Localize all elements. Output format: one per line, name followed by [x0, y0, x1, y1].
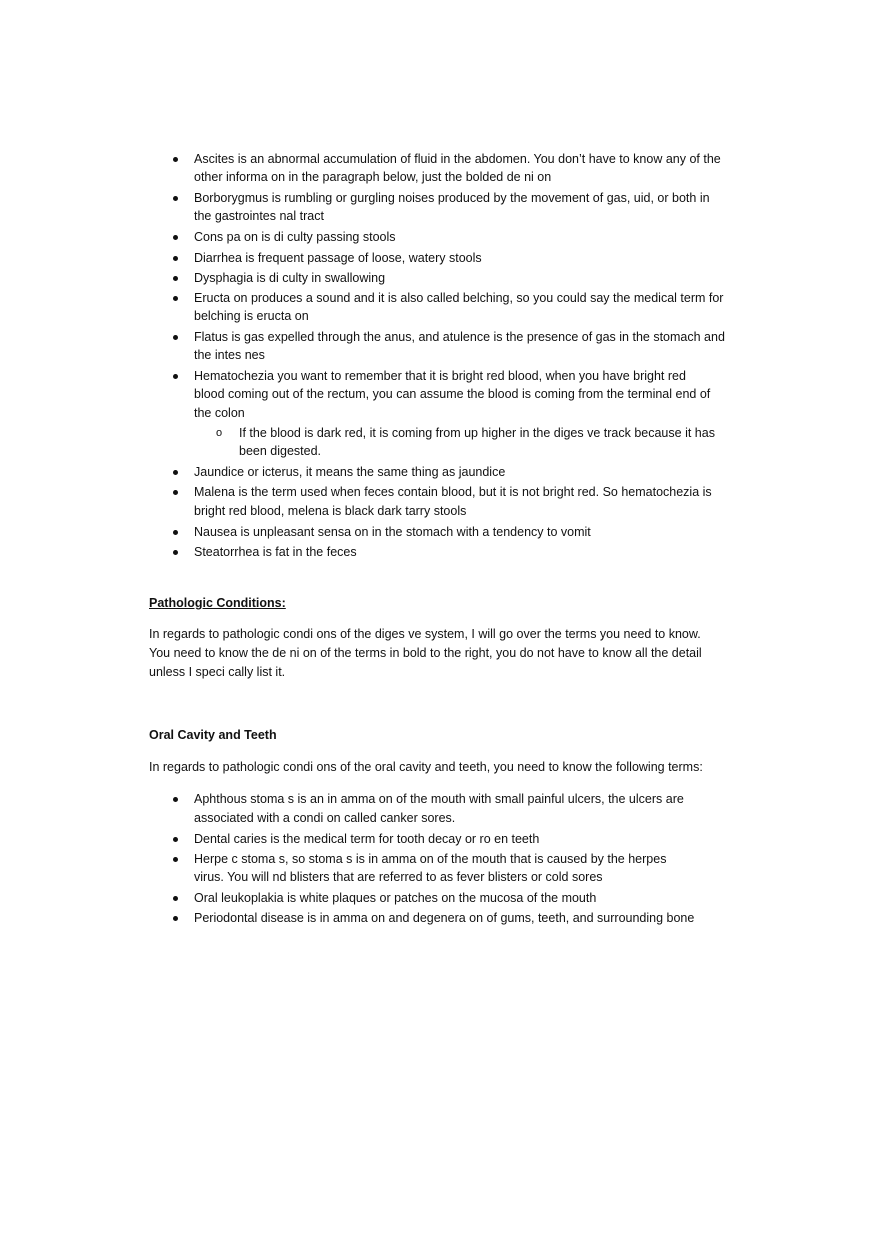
list-item-line: Hematochezia you want to remember that it is bright red blood, when you have bright red [194, 369, 686, 383]
list-item-line: the colon [194, 406, 245, 420]
list-item-line: Ascites is an abnormal accumulation of fluid in the abdomen. You don’t have to know any of the [194, 152, 721, 166]
list-item-line: the intes nes [194, 348, 265, 362]
list-item-line: Borborygmus is rumbling or gurgling noises produced by the movement of gas, uid, or both in [194, 191, 710, 205]
list-item-line: Dental caries is the medical term for tooth decay or ro en teeth [194, 832, 540, 846]
bullet-dot-icon [173, 296, 178, 301]
bullet-dot-icon [173, 857, 178, 862]
list-item-line: Aphthous stoma s is an in amma on of the mouth with small painful ulcers, the ulcers are [194, 792, 684, 806]
sub-list-item-line: been digested. [239, 444, 322, 458]
bullet-dot-icon [173, 335, 178, 340]
list-item-line: virus. You will nd blisters that are referred to as fever blisters or cold sores [194, 870, 603, 884]
list-item-line: the gastrointes nal tract [194, 209, 324, 223]
list-item-line: Malena is the term used when feces contain blood, but it is not bright red. So hematochezia is [194, 485, 712, 499]
bullet-dot-icon [173, 470, 178, 475]
list-item-line: Cons pa on is di culty passing stools [194, 230, 396, 244]
list-item-line: Herpe c stoma s, so stoma s is in amma on of the mouth that is caused by the herpes [194, 852, 667, 866]
list-item-line: Steatorrhea is fat in the feces [194, 545, 357, 559]
bullet-dot-icon [173, 235, 178, 240]
section-heading-pathologic: Pathologic Conditions: [149, 596, 286, 610]
list-item-line: Diarrhea is frequent passage of loose, watery stools [194, 251, 482, 265]
paragraph-line: unless I speci cally list it. [149, 665, 286, 679]
bullet-dot-icon [173, 276, 178, 281]
list-item-line: belching is eructa on [194, 309, 309, 323]
list-item-line: other informa on in the paragraph below, just the bolded de ni on [194, 170, 552, 184]
list-item-line: Oral leukoplakia is white plaques or patches on the mucosa of the mouth [194, 891, 597, 905]
sub-list-item-line: If the blood is dark red, it is coming from up higher in the diges ve track because it has [239, 426, 715, 440]
bullet-dot-icon [173, 550, 178, 555]
sub-bullet-marker: o [216, 427, 223, 439]
bullet-dot-icon [173, 490, 178, 495]
list-item-line: Eructa on produces a sound and it is also called belching, so you could say the medical term for [194, 291, 724, 305]
bullet-dot-icon [173, 837, 178, 842]
list-item-line: Jaundice or icterus, it means the same thing as jaundice [194, 465, 506, 479]
list-item-line: Periodontal disease is in amma on and degenera on of gums, teeth, and surrounding bone [194, 911, 695, 925]
bullet-dot-icon [173, 896, 178, 901]
bullet-dot-icon [173, 157, 178, 162]
list-item-line: associated with a condi on called canker sores. [194, 811, 456, 825]
list-item-line: Nausea is unpleasant sensa on in the stomach with a tendency to vomit [194, 525, 591, 539]
bullet-dot-icon [173, 916, 178, 921]
paragraph-line: In regards to pathologic condi ons of the diges ve system, I will go over the terms you need to know. [149, 627, 701, 641]
paragraph-line: You need to know the de ni on of the terms in bold to the right, you do not have to know all the detail [149, 646, 702, 660]
bullet-dot-icon [173, 196, 178, 201]
bullet-dot-icon [173, 374, 178, 379]
bullet-dot-icon [173, 797, 178, 802]
bullet-dot-icon [173, 530, 178, 535]
list-item-line: bright red blood, melena is black dark tarry stools [194, 504, 467, 518]
list-item-line: Dysphagia is di culty in swallowing [194, 271, 386, 285]
bullet-dot-icon [173, 256, 178, 261]
section-heading-oral-cavity: Oral Cavity and Teeth [149, 728, 277, 742]
oral-intro-paragraph: In regards to pathologic condi ons of the oral cavity and teeth, you need to know the following terms: [149, 760, 703, 774]
list-item-line: blood coming out of the rectum, you can assume the blood is coming from the terminal end of [194, 387, 711, 401]
list-item-line: Flatus is gas expelled through the anus, and atulence is the presence of gas in the stomach and [194, 330, 725, 344]
